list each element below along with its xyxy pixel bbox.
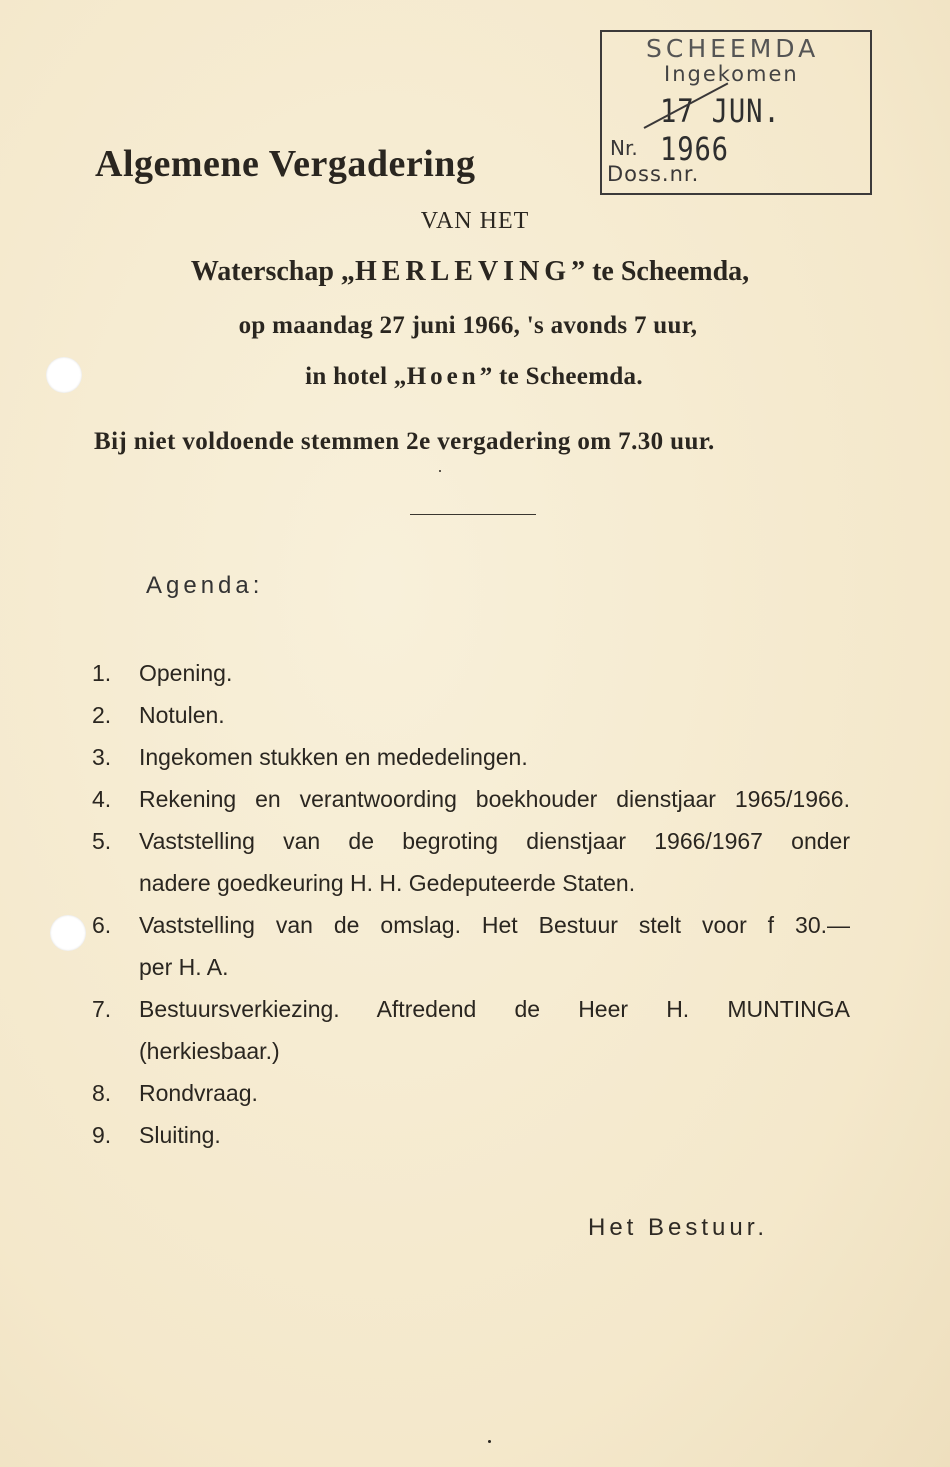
waterschap-line <box>0 256 945 288</box>
stamp-nr-label: Nr. <box>610 136 638 160</box>
agenda-item <box>92 988 850 1072</box>
agenda-item-number: 3. <box>92 744 112 770</box>
stamp-place: SCHEEMDA <box>646 34 820 63</box>
agenda-item <box>92 694 850 736</box>
paper-speck <box>439 470 441 472</box>
agenda-item-text: Notulen. <box>139 702 225 728</box>
agenda-item-text: Opening. <box>139 660 233 686</box>
hotel-name: Hoen <box>406 363 480 390</box>
agenda-item <box>92 1072 850 1114</box>
agenda-item-text: Rondvraag. <box>139 1080 258 1106</box>
agenda-item-number: 7. <box>92 996 112 1022</box>
agenda-list <box>92 652 850 1156</box>
agenda-item-text-continued: nadere goedkeuring H. H. Gedeputeerde Staten. <box>139 870 636 896</box>
agenda-item <box>92 652 850 694</box>
agenda-item-text: Bestuursverkiezing. Aftredend de Heer H. MUNTINGA <box>139 996 850 1022</box>
agenda-heading: Agenda: <box>146 572 264 599</box>
document-title: Algemene Vergadering <box>95 143 476 185</box>
waterschap-prefix: Waterschap „ <box>190 256 355 287</box>
van-het-line: VAN HET <box>420 208 530 234</box>
stamp-received: Ingekomen <box>664 62 799 86</box>
stamp-date: 17 JUN. 1966 <box>660 92 781 168</box>
agenda-item-number: 1. <box>92 660 112 686</box>
agenda-item-text: Sluiting. <box>139 1122 221 1148</box>
agenda-item-number: 9. <box>92 1122 112 1148</box>
agenda-item <box>92 904 850 988</box>
meeting-location-line <box>0 363 949 391</box>
agenda-item-text: Ingekomen stukken en mededelingen. <box>139 744 528 770</box>
agenda-item-number: 8. <box>92 1080 112 1106</box>
received-stamp <box>600 30 872 195</box>
agenda-item <box>92 736 850 778</box>
agenda-item-number: 5. <box>92 828 112 854</box>
agenda-item-text: Vaststelling van de begroting dienstjaar 1966/1967 onder <box>139 828 850 854</box>
waterschap-suffix: ” te Scheemda, <box>571 256 750 287</box>
paper-speck <box>488 1440 491 1443</box>
hotel-suffix: ” te Scheemda. <box>479 363 643 390</box>
second-meeting-notice: Bij niet voldoende stemmen 2e vergadering om 7.30 uur. <box>94 428 715 455</box>
agenda-item-text-continued: per H. A. <box>139 954 229 980</box>
agenda-item <box>92 1114 850 1156</box>
agenda-item-text-continued: (herkiesbaar.) <box>139 1038 280 1064</box>
waterschap-name: HERLEVING <box>354 256 572 287</box>
punch-hole-bottom <box>50 915 86 951</box>
agenda-item <box>92 820 850 904</box>
divider <box>410 514 536 515</box>
agenda-item <box>92 778 850 820</box>
meeting-date-line: op maandag 27 juni 1966, 's avonds 7 uur, <box>238 312 698 339</box>
hotel-prefix: in hotel „ <box>305 363 407 390</box>
stamp-doss-label: Doss.nr. <box>607 162 700 186</box>
agenda-item-number: 6. <box>92 912 112 938</box>
agenda-item-number: 2. <box>92 702 112 728</box>
agenda-item-number: 4. <box>92 786 112 812</box>
agenda-item-text: Vaststelling van de omslag. Het Bestuur stelt voor f 30.— <box>139 912 850 938</box>
agenda-item-text: Rekening en verantwoording boekhouder dienstjaar 1965/1966. <box>139 786 850 812</box>
signature: Het Bestuur. <box>588 1214 769 1241</box>
